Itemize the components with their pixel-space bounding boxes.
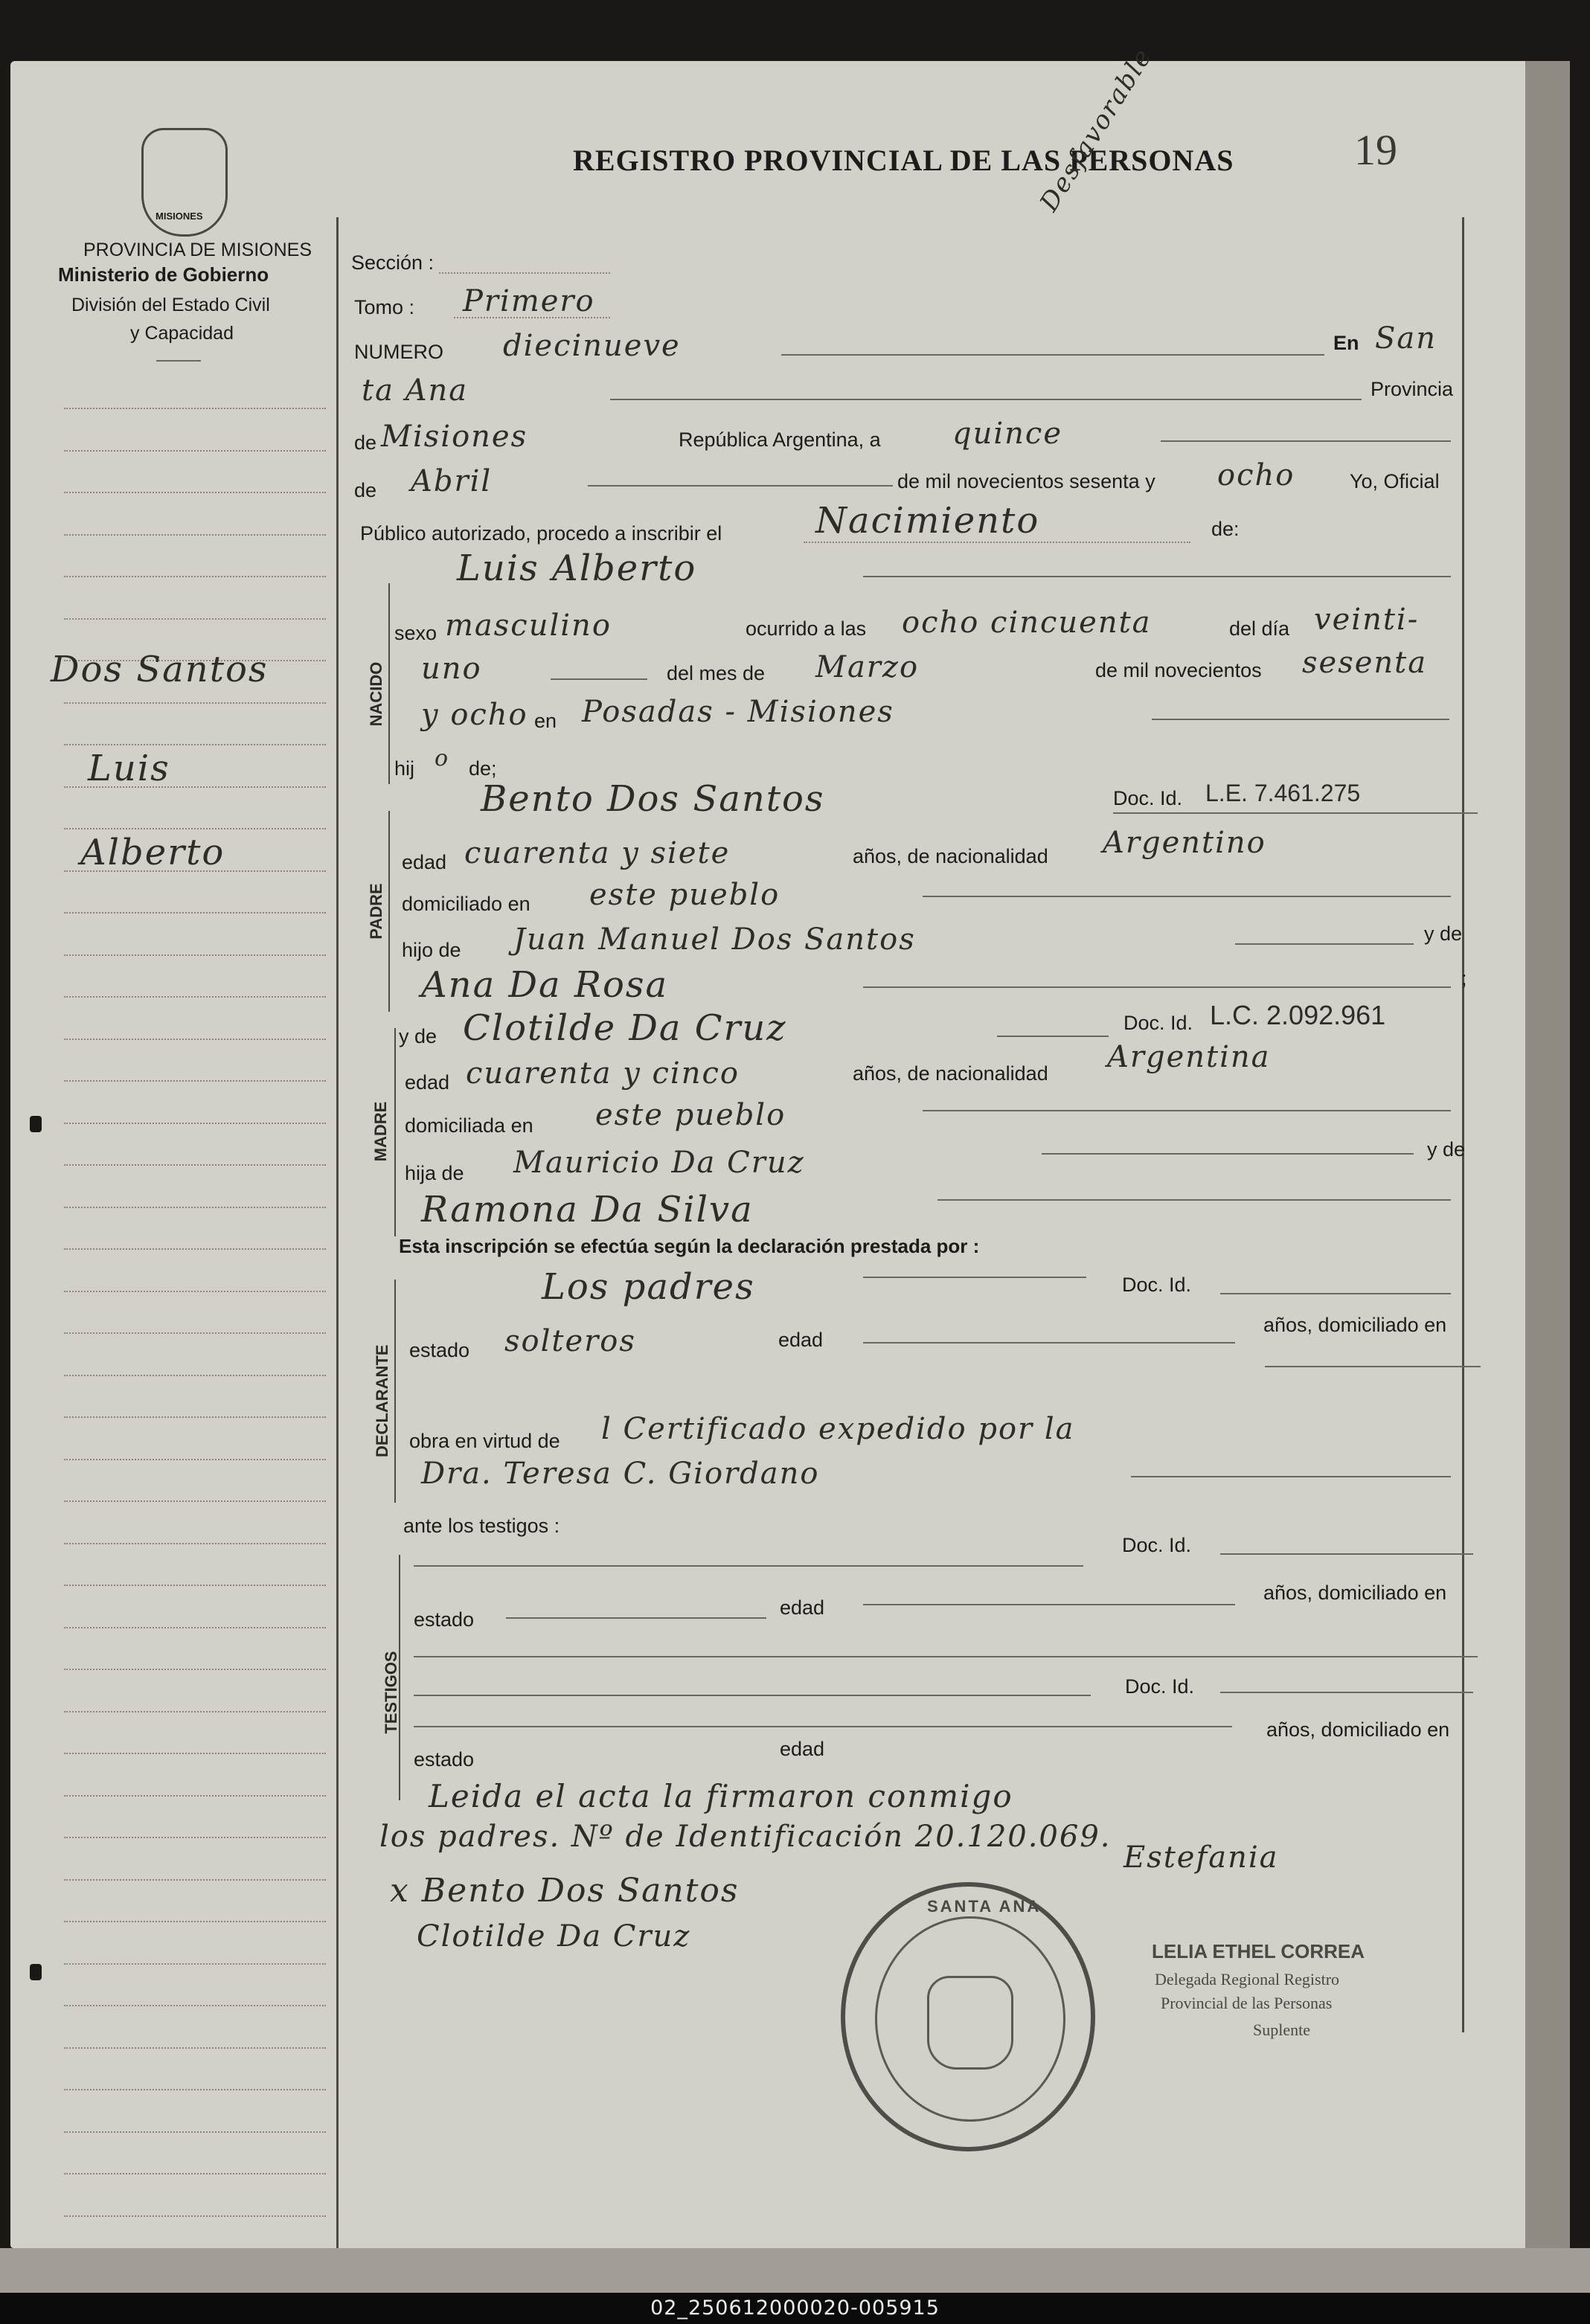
padre-edad-value: cuarenta y siete: [464, 836, 731, 870]
margin-rule: [64, 1332, 326, 1334]
madre-dom-label: domiciliada en: [405, 1114, 533, 1137]
testigo2-anios-label: años, domiciliado en: [1266, 1718, 1450, 1741]
testigo2-doc-label: Doc. Id.: [1125, 1675, 1195, 1698]
testigo1-doc-label: Doc. Id.: [1122, 1534, 1192, 1556]
province-emblem: MISIONES: [141, 128, 228, 237]
margin-divider: [336, 217, 339, 2256]
anio-nac1-value: sesenta: [1302, 646, 1428, 680]
margin-rule: [64, 1921, 326, 1922]
madre-nombre-value: Clotilde Da Cruz: [463, 1007, 787, 1049]
de-colon-label: de:: [1211, 518, 1240, 540]
registry-seal: [841, 1882, 1095, 2151]
margin-rule: [64, 1585, 326, 1586]
margin-rule: [64, 1416, 326, 1418]
seal-emblem: [927, 1976, 1013, 2070]
margin-rule: [64, 702, 326, 704]
margin-rule: [64, 1837, 326, 1838]
sexo-label: sexo: [394, 622, 437, 644]
margin-rule: [64, 828, 326, 829]
nombre-value: Luis Alberto: [457, 548, 697, 589]
tomo-value: Primero: [463, 284, 595, 318]
yo-oficial-label: Yo, Oficial: [1350, 470, 1440, 492]
signature-mother: Clotilde Da Cruz: [417, 1919, 691, 1954]
padre-hijo-label: hijo de: [402, 939, 461, 961]
obra1-value: l Certificado expedido por la: [601, 1412, 1075, 1446]
hora-value: ocho cincuenta: [902, 606, 1152, 640]
padre-doc-value: L.E. 7.461.275: [1205, 780, 1361, 806]
lugar-value: Posadas - Misiones: [582, 695, 894, 729]
scan-bottom-band: [0, 2248, 1590, 2293]
madre-edad-value: cuarenta y cinco: [466, 1056, 740, 1091]
declarante-edad-label: edad: [778, 1329, 824, 1351]
margin-rule: [64, 1543, 326, 1544]
dia-value: quince: [952, 417, 1062, 451]
binding-hole: [30, 1116, 42, 1132]
obra2-value: Dra. Teresa C. Giordano: [421, 1457, 820, 1491]
margin-rule: [64, 2047, 326, 2049]
padre-dom-label: domiciliado en: [402, 893, 530, 915]
de2-label: de: [354, 479, 377, 501]
testigo1-anios-label: años, domiciliado en: [1263, 1582, 1447, 1604]
madre-yde-label: y de: [399, 1025, 437, 1047]
office-line4: y Capacidad: [130, 323, 234, 344]
declarante-value: Los padres: [542, 1266, 755, 1308]
anio-value: ocho: [1217, 458, 1295, 492]
margin-rule: [64, 744, 326, 745]
margin-rule: [64, 1291, 326, 1292]
margin-rule: [64, 1795, 326, 1797]
madre-doc-value: L.C. 2.092.961: [1210, 1000, 1386, 1030]
section-madre: MADRE: [371, 1101, 390, 1162]
margin-rule: [64, 996, 326, 998]
semicolon: ;: [1461, 967, 1467, 989]
inscripcion-label: Esta inscripción se efectúa según la declaración prestada por :: [399, 1235, 980, 1257]
margin-rule: [64, 450, 326, 452]
office-line2: Ministerio de Gobierno: [58, 263, 269, 286]
hij-label: hij: [394, 757, 415, 780]
del-dia-label: del día: [1229, 617, 1290, 640]
page-number: 19: [1354, 126, 1397, 174]
padre-dom-value: este pueblo: [589, 878, 780, 912]
page-edge: [1525, 61, 1570, 2248]
margin-rule: [64, 2089, 326, 2090]
margin-rule: [64, 1080, 326, 1082]
mil-sesenta-label: de mil novecientos sesenta y: [897, 470, 1155, 492]
right-border: [1462, 217, 1464, 2032]
document-title: REGISTRO PROVINCIAL DE LAS PERSONAS: [573, 144, 1234, 177]
margin-rule: [64, 954, 326, 956]
padre-yde-label: y de: [1424, 922, 1463, 945]
testigo2-edad-label: edad: [780, 1738, 825, 1760]
provincia-value: Misiones: [381, 420, 528, 454]
margin-rule: [64, 2131, 326, 2133]
madre-edad-label: edad: [405, 1071, 450, 1094]
margin-rule: [64, 1164, 326, 1166]
margin-rule: [64, 1207, 326, 1208]
en-place1: San: [1375, 321, 1437, 356]
margin-rule: [64, 2005, 326, 2006]
republica-label: República Argentina, a: [679, 428, 881, 451]
margin-rule: [64, 1500, 326, 1502]
stamp-line3: Provincial de las Personas: [1161, 1994, 1333, 2012]
mes-nac-value: Marzo: [815, 650, 920, 684]
margin-surname: Dos Santos: [51, 649, 269, 690]
sexo-value: masculino: [445, 609, 612, 643]
office-line1: PROVINCIA DE MISIONES: [83, 240, 312, 260]
dia-nac2-value: uno: [421, 652, 482, 686]
en-place2: ta Ana: [362, 373, 469, 408]
padre-edad-label: edad: [402, 851, 447, 873]
publico-label: Público autorizado, procedo a inscribir el: [360, 522, 722, 545]
scan-caption: 02_250612000020-005915: [0, 2293, 1590, 2324]
padre-doc-label: Doc. Id.: [1113, 787, 1183, 809]
margin-rule: [64, 1039, 326, 1040]
de-semi-label: de;: [469, 757, 497, 780]
padre-hijo2-value: Ana Da Rosa: [421, 964, 669, 1006]
margin-rule: [64, 534, 326, 536]
testigo2-estado-label: estado: [414, 1748, 475, 1771]
binding-hole: [30, 1964, 42, 1980]
testigo1-estado-label: estado: [414, 1608, 475, 1631]
en-label: En: [1333, 332, 1359, 354]
provincia-label: Provincia: [1371, 378, 1454, 400]
acto-value: Nacimiento: [815, 500, 1040, 542]
ante-label: ante los testigos :: [403, 1515, 560, 1537]
estado-value: solteros: [504, 1324, 636, 1358]
madre-yde2-label: y de: [1427, 1138, 1466, 1161]
madre-doc-label: Doc. Id.: [1123, 1012, 1193, 1034]
margin-firstname: Luis: [88, 748, 170, 789]
margin-rule: [64, 492, 326, 493]
padre-anios-label: años, de nacionalidad: [853, 845, 1048, 867]
margin-rule: [64, 1123, 326, 1124]
margin-rule: [64, 2173, 326, 2174]
del-mes-label: del mes de: [667, 662, 766, 684]
margin-rule: [64, 1375, 326, 1376]
office-line3: División del Estado Civil: [71, 295, 270, 315]
margin-rule: [64, 1879, 326, 1881]
numero-label: NUMERO: [354, 341, 443, 363]
en2-label: en: [534, 710, 557, 732]
margin-rule: [64, 1753, 326, 1754]
padre-hijo1-value: Juan Manuel Dos Santos: [513, 922, 916, 957]
section-testigos: TESTIGOS: [382, 1651, 400, 1734]
margin-rule: [64, 408, 326, 409]
section-padre: PADRE: [367, 883, 385, 940]
stamp-line4: Suplente: [1253, 2020, 1310, 2039]
margin-rule: [64, 1963, 326, 1965]
madre-hija2-value: Ramona Da Silva: [421, 1189, 754, 1230]
declarante-anios-label: años, domiciliado en: [1263, 1314, 1447, 1336]
madre-nac-value: Argentina: [1107, 1040, 1271, 1074]
mes-value: Abril: [411, 464, 493, 498]
margin-signature: Desfavorable: [1034, 42, 1158, 217]
margin-rule: [64, 1459, 326, 1460]
testigo1-edad-label: edad: [780, 1596, 825, 1619]
margin-rule: [64, 1627, 326, 1628]
margin-rule: [64, 1669, 326, 1670]
margin-rule: [64, 576, 326, 577]
margin-middlename: Alberto: [80, 832, 225, 873]
stamp-line2: Delegada Regional Registro: [1155, 1970, 1340, 1988]
margin-rule: [64, 912, 326, 914]
madre-dom-value: este pueblo: [595, 1098, 786, 1132]
closing-note2: los padres. Nº de Identificación 20.120.069.: [379, 1820, 1112, 1854]
signature-official: Estefania: [1123, 1840, 1279, 1875]
seccion-label: Sección :: [351, 251, 435, 274]
section-declarante: DECLARANTE: [373, 1344, 391, 1457]
dia-nac1-value: veinti-: [1314, 603, 1420, 637]
declarante-estado-label: estado: [409, 1339, 470, 1361]
mil-nov-label: de mil novecientos: [1095, 659, 1262, 681]
padre-nombre-value: Bento Dos Santos: [481, 778, 825, 820]
signature-father: x Bento Dos Santos: [390, 1872, 740, 1910]
stamp-name: LELIA ETHEL CORREA: [1152, 1940, 1365, 1962]
de-label: de: [354, 431, 377, 454]
madre-anios-label: años, de nacionalidad: [853, 1062, 1048, 1085]
madre-hija-label: hija de: [405, 1162, 464, 1184]
seal-text: SANTA ANA: [927, 1897, 1042, 1916]
hij-suffix: o: [435, 745, 450, 771]
margin-rule: [64, 1711, 326, 1712]
margin-rule: [64, 2215, 326, 2217]
declarante-doc-label: Doc. Id.: [1122, 1274, 1192, 1296]
obra-label: obra en virtud de: [409, 1430, 560, 1452]
padre-nac-value: Argentino: [1103, 826, 1266, 860]
anio-nac2-value: y ocho: [421, 698, 528, 732]
section-nacido: NACIDO: [367, 661, 385, 727]
closing-note1: Leida el acta la firmaron conmigo: [429, 1778, 1013, 1814]
margin-rule: [64, 1248, 326, 1250]
madre-hija1-value: Mauricio Da Cruz: [513, 1146, 805, 1180]
margin-rule: [64, 618, 326, 620]
ocurrido-label: ocurrido a las: [746, 617, 867, 640]
tomo-label: Tomo :: [354, 296, 415, 318]
numero-value: diecinueve: [503, 329, 681, 363]
